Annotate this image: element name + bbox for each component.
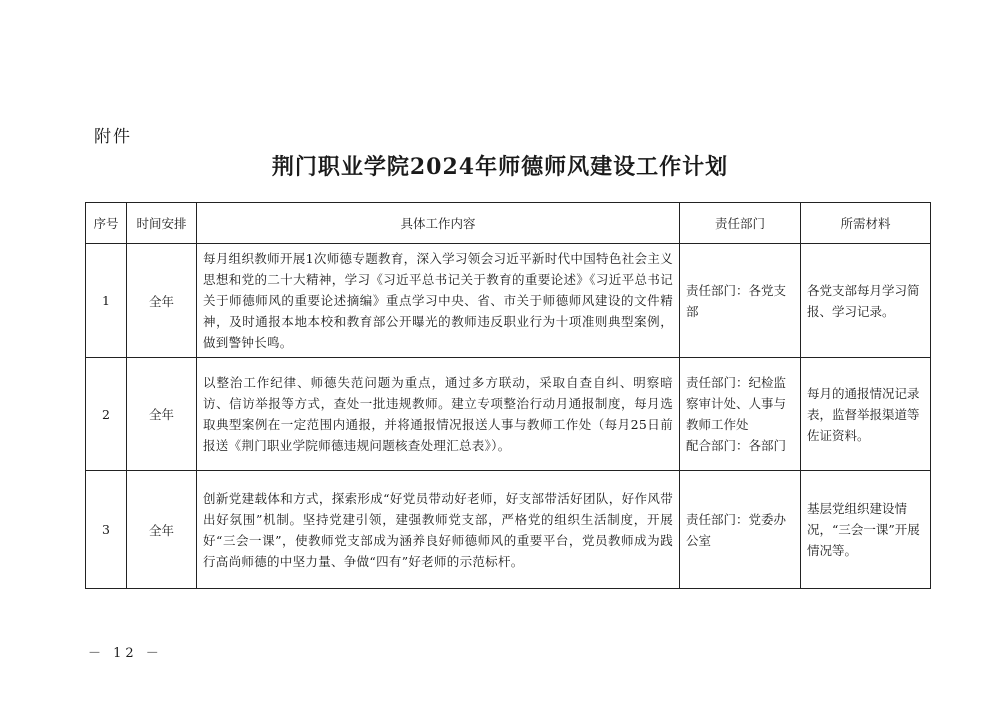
header-index: 序号 [86,203,127,244]
row-department [680,471,801,589]
table-row [86,244,931,358]
row-materials: 各党支部每月学习简报、学习记录。 [801,244,931,358]
row-index: 1 [86,244,127,358]
work-plan-table [85,202,931,589]
row-index: 2 [86,358,127,471]
attachment-label: 附件 [94,127,132,147]
header-materials: 所需材料 [801,203,931,244]
table-header-row [86,203,931,244]
table-row [86,471,931,589]
responsible-dept-key: 责任部门： [686,282,749,298]
row-index: 3 [86,471,127,589]
page-number: － 12 － [88,646,163,661]
row-materials: 基层党组织建设情况，“三会一课”开展情况等。 [801,471,931,589]
responsible-dept-value: 党委办公室 [686,511,787,548]
cooperating-dept-key: 配合部门： [686,438,749,453]
row-materials: 每月的通报情况记录表，监督举报渠道等佐证资料。 [801,358,931,471]
row-time: 全年 [127,358,197,471]
row-time: 全年 [127,471,197,589]
header-department: 责任部门 [680,203,801,244]
row-content: 以整治工作纪律、师德失范问题为重点，通过多方联动，采取自查自纠、明察暗访、信访举报等方式，查处一批违规教师。建立专项整治行动月通报制度，每月选取典型案例在一定范围内通报，并将通报情况报送人事与教师工作处（每月25日前报送《荆门职业学院师德违规问题核查处理汇总表》）。 [197,358,680,471]
row-content: 每月组织教师开展1次师德专题教育，深入学习领会习近平新时代中国特色社会主义思想和党的二十大精神，学习《习近平总书记关于教育的重要论述》《习近平总书记关于师德师风的重要论述摘编》重点学习中央、省、市关于师德师风建设的文件精神，及时通报本地本校和教育部公开曝光的教师违反职业行为十项准则典型案例，做到警钟长鸣。 [197,244,680,358]
row-department [680,244,801,358]
responsible-dept-key: 责任部门： [686,375,749,390]
responsible-dept-value: 各党支部 [686,282,787,319]
document-title: 荆门职业学院2024年师德师风建设工作计划 [271,154,729,180]
responsible-dept-key: 责任部门： [686,511,749,527]
header-content: 具体工作内容 [197,203,680,244]
responsible-dept-value: 纪检监察审计处、人事与教师工作处 [686,375,787,432]
header-time: 时间安排 [127,203,197,244]
row-content: 创新党建载体和方式，探索形成“好党员带动好老师，好支部带活好团队，好作风带出好氛围”机制。坚持党建引领，建强教师党支部，严格党的组织生活制度，开展好“三会一课”，使教师党支部成为涵养良好师德师风的重要平台，党员教师成为践行高尚师德的中坚力量、争做“四有”好老师的示范标杆。 [197,471,680,589]
row-time: 全年 [127,244,197,358]
row-department [680,358,801,471]
cooperating-dept-value: 各部门 [748,438,787,453]
table-row [86,358,931,471]
